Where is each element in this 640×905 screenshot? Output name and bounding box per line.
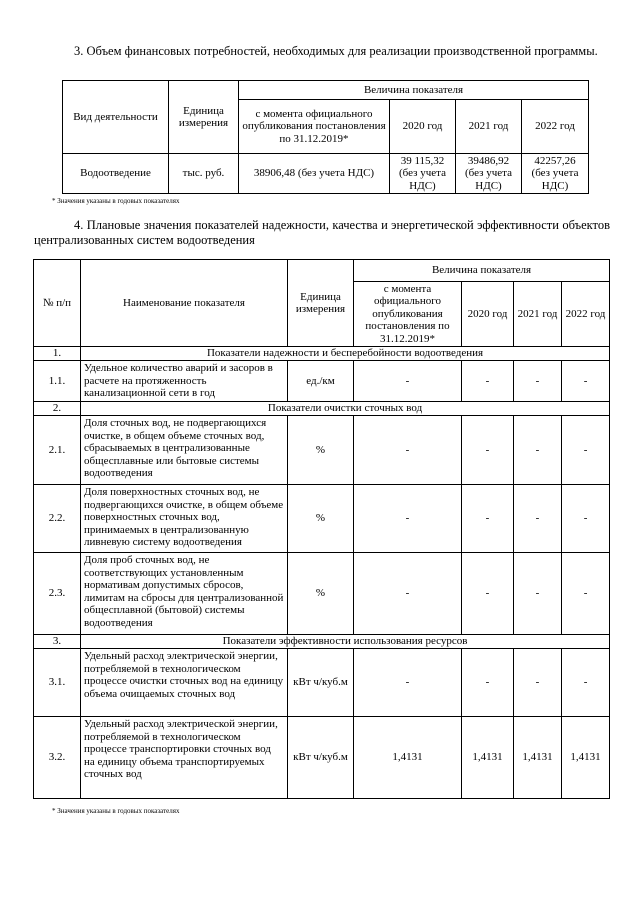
row-2022: - <box>562 485 610 553</box>
row-2020: - <box>462 361 514 402</box>
header-value-group: Величина показателя <box>354 260 610 282</box>
group-title: Показатели надежности и бесперебойности водоотведения <box>81 347 610 361</box>
row-2020: - <box>462 485 514 553</box>
row-num: 3.2. <box>34 717 81 799</box>
cell-2021: 39486,92 (без учета НДС) <box>456 154 522 194</box>
cell-2020: 39 115,32 (без учета НДС) <box>390 154 456 194</box>
header-name: Наименование показателя <box>81 260 288 347</box>
group-row <box>34 347 610 361</box>
row-unit: кВт ч/куб.м <box>288 649 354 717</box>
row-unit: % <box>288 416 354 485</box>
row-2021: - <box>514 553 562 635</box>
header-2020: 2020 год <box>390 100 456 154</box>
group-row <box>34 635 610 649</box>
group-num: 2. <box>34 402 81 416</box>
row-2021: - <box>514 416 562 485</box>
row-2021: 1,4131 <box>514 717 562 799</box>
row-unit: % <box>288 553 354 635</box>
table-row <box>34 485 610 553</box>
cell-since: 38906,48 (без учета НДС) <box>239 154 390 194</box>
row-since: - <box>354 649 462 717</box>
financial-needs-table <box>62 80 589 194</box>
row-num: 3.1. <box>34 649 81 717</box>
header-unit: Единица измерения <box>169 81 239 154</box>
row-unit: кВт ч/куб.м <box>288 717 354 799</box>
group-title: Показатели очистки сточных вод <box>81 402 610 416</box>
row-2022: - <box>562 416 610 485</box>
row-num: 2.3. <box>34 553 81 635</box>
row-2020: - <box>462 553 514 635</box>
row-2021: - <box>514 649 562 717</box>
row-name: Доля поверхностных сточных вод, не подвергающихся очистке, в общем объеме поверхностных сточных вод, принимаемых в централизованную ливневую систему водоотведения <box>81 485 288 553</box>
row-since: - <box>354 485 462 553</box>
row-2020: - <box>462 416 514 485</box>
header-value-group: Величина показателя <box>239 81 589 100</box>
header-activity: Вид деятельности <box>63 81 169 154</box>
group-row <box>34 402 610 416</box>
row-since: - <box>354 361 462 402</box>
footnote: * Значения указаны в годовых показателях <box>52 807 180 815</box>
row-num: 2.2. <box>34 485 81 553</box>
indicators-table <box>33 259 610 799</box>
row-since: 1,4131 <box>354 717 462 799</box>
table-row <box>34 361 610 402</box>
header-2021: 2021 год <box>456 100 522 154</box>
row-name: Удельное количество аварий и засоров в расчете на протяженность канализационной сети в год <box>81 361 288 402</box>
header-2021: 2021 год <box>514 282 562 347</box>
header-2022: 2022 год <box>522 100 589 154</box>
row-2020: - <box>462 649 514 717</box>
row-2021: - <box>514 485 562 553</box>
row-name: Доля проб сточных вод, не соответствующих установленным нормативам допустимых сбросов, лимитам на сбросы для централизованной общесплавной (бытовой) системы водоотведения <box>81 553 288 635</box>
section-4-heading: 4. Плановые значения показателей надежности, качества и энергетической эффективности объектов централизованных систем водоотведения <box>34 218 610 247</box>
header-unit: Единица измерения <box>288 260 354 347</box>
row-unit: ед./км <box>288 361 354 402</box>
section-3-heading: 3. Объем финансовых потребностей, необходимых для реализации производственной программы. <box>74 44 598 58</box>
row-2021: - <box>514 361 562 402</box>
header-2020: 2020 год <box>462 282 514 347</box>
row-2022: - <box>562 361 610 402</box>
row-name: Удельный расход электрической энергии, потребляемой в технологическом процессе очистки сточных вод на единицу объема очищаемых сточных вод <box>81 649 288 717</box>
cell-unit: тыс. руб. <box>169 154 239 194</box>
group-title: Показатели эффективности использования ресурсов <box>81 635 610 649</box>
row-2020: 1,4131 <box>462 717 514 799</box>
header-2022: 2022 год <box>562 282 610 347</box>
row-name: Доля сточных вод, не подвергающихся очистке, в общем объеме сточных вод, сбрасываемых в централизованные общесплавные или бытовые системы водоотведения <box>81 416 288 485</box>
row-2022: - <box>562 553 610 635</box>
row-unit: % <box>288 485 354 553</box>
header-num: № п/п <box>34 260 81 347</box>
header-since: с момента официального опубликования постановления по 31.12.2019* <box>354 282 462 347</box>
row-2022: 1,4131 <box>562 717 610 799</box>
group-num: 1. <box>34 347 81 361</box>
cell-activity: Водоотведение <box>63 154 169 194</box>
row-since: - <box>354 416 462 485</box>
table-row <box>63 154 589 194</box>
row-since: - <box>354 553 462 635</box>
table-row <box>34 553 610 635</box>
row-name: Удельный расход электрической энергии, потребляемой в технологическом процессе транспортировки сточных вод на единицу объема транспортируемых сточных вод <box>81 717 288 799</box>
row-2022: - <box>562 649 610 717</box>
footnote: * Значения указаны в годовых показателях <box>52 197 180 205</box>
row-num: 2.1. <box>34 416 81 485</box>
group-num: 3. <box>34 635 81 649</box>
table-row <box>34 649 610 717</box>
cell-2022: 42257,26 (без учета НДС) <box>522 154 589 194</box>
table-row <box>34 717 610 799</box>
row-num: 1.1. <box>34 361 81 402</box>
table-row <box>34 416 610 485</box>
header-since: с момента официального опубликования постановления по 31.12.2019* <box>239 100 390 154</box>
